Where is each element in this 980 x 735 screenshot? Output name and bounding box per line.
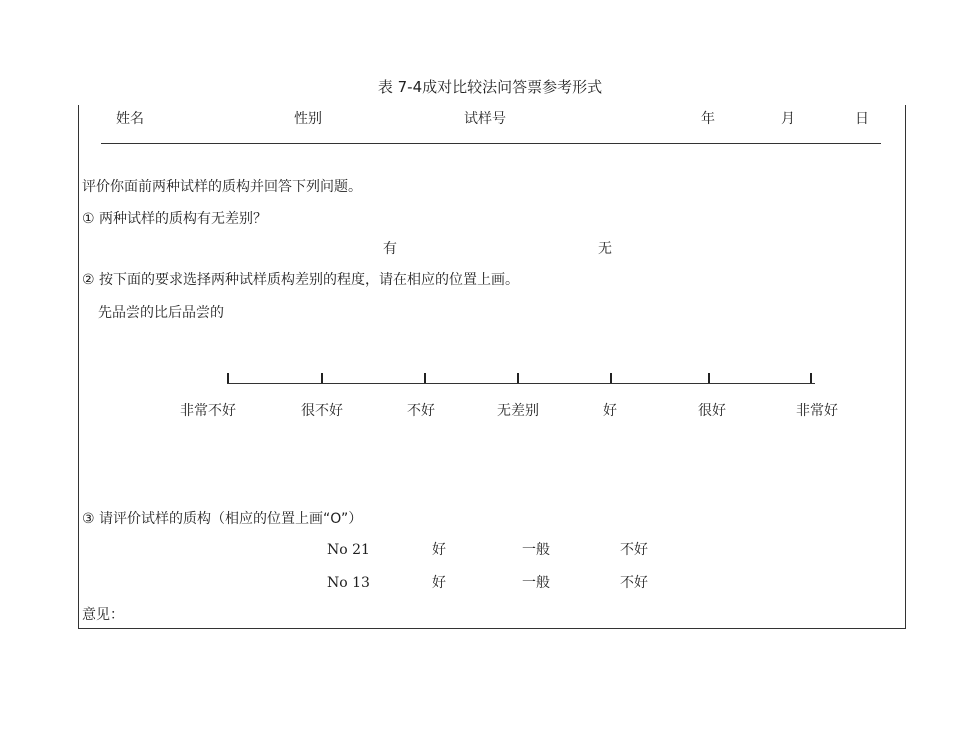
- header-underline: [101, 143, 881, 144]
- scale-tick[interactable]: [321, 373, 323, 383]
- intro-text: 评价你面前两种试样的质构并回答下列问题。: [82, 179, 362, 195]
- scale-tick[interactable]: [424, 373, 426, 383]
- q1-option-yes[interactable]: 有: [383, 241, 397, 257]
- q2-prompt: 先品尝的比后品尝的: [98, 305, 224, 321]
- scale-label-quite-bad: 很不好: [301, 403, 343, 419]
- scale-tick[interactable]: [517, 373, 519, 383]
- scale-tick[interactable]: [708, 373, 710, 383]
- month-label: 月: [781, 111, 795, 127]
- q3-option-average[interactable]: 一般: [522, 542, 550, 558]
- question-2: ② 按下面的要求选择两种试样质构差别的程度，请在相应的位置上画。: [82, 272, 519, 288]
- q3-option-good[interactable]: 好: [432, 575, 446, 591]
- sample-row-label: No 13: [327, 575, 370, 591]
- question-1: ① 两种试样的质构有无差别？: [82, 211, 268, 227]
- q1-option-no[interactable]: 无: [598, 241, 612, 257]
- rating-scale-line[interactable]: [227, 383, 815, 384]
- scale-label-very-bad: 非常不好: [180, 403, 236, 419]
- q3-option-bad[interactable]: 不好: [620, 575, 648, 591]
- scale-tick[interactable]: [227, 373, 229, 383]
- scale-label-good: 好: [603, 403, 617, 419]
- scale-tick[interactable]: [610, 373, 612, 383]
- year-label: 年: [701, 111, 715, 127]
- q3-option-good[interactable]: 好: [432, 542, 446, 558]
- form-title: 表 7-4成对比较法问答票参考形式: [377, 78, 603, 96]
- sample-no-label: 试样号: [464, 111, 506, 127]
- day-label: 日: [855, 111, 869, 127]
- scale-label-bad: 不好: [407, 403, 435, 419]
- scale-label-no-difference: 无差别: [497, 403, 539, 419]
- scale-label-very-good: 非常好: [796, 403, 838, 419]
- sample-row-label: No 21: [327, 542, 370, 558]
- name-label: 姓名: [116, 111, 144, 127]
- q3-option-bad[interactable]: 不好: [620, 542, 648, 558]
- question-3: ③ 请评价试样的质构（相应的位置上画“O”）: [82, 511, 363, 527]
- scale-label-quite-good: 很好: [698, 403, 726, 419]
- comment-label: 意见：: [82, 607, 124, 623]
- scale-tick[interactable]: [810, 373, 812, 383]
- q3-option-average[interactable]: 一般: [522, 575, 550, 591]
- gender-label: 性别: [294, 111, 322, 127]
